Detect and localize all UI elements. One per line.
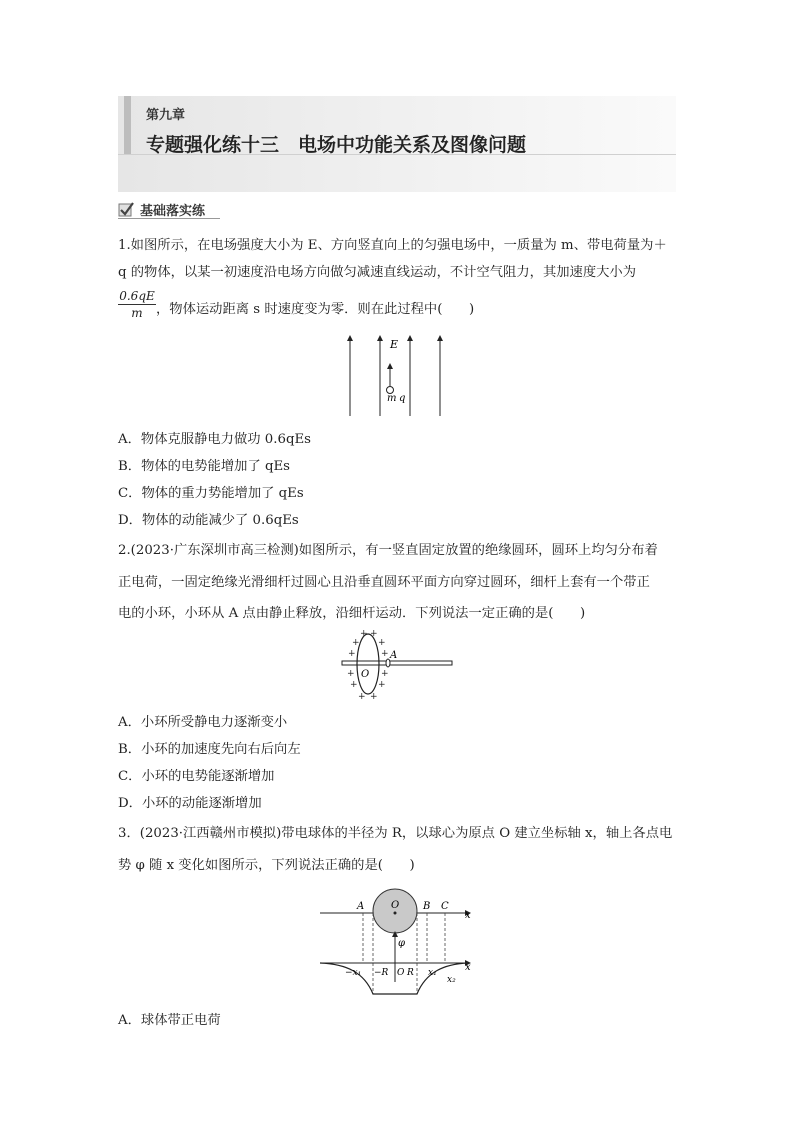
field-label-e: E xyxy=(390,338,399,351)
label-o-top: O xyxy=(391,900,400,911)
q1-line3: ，物体运动距离 s 时速度变为零．则在此过程中( ) xyxy=(156,302,475,317)
fraction-bar xyxy=(118,304,156,305)
charged-sphere xyxy=(373,889,417,933)
label-r: R xyxy=(407,968,414,978)
label-phi: φ xyxy=(398,938,406,949)
q2-line2: 正电荷，一固定绝缘光滑细杆过圆心且沿垂直圆环平面方向穿过圆环，细杆上套有一个带正 xyxy=(118,575,650,590)
q1-fraction xyxy=(118,289,156,320)
chapter-label: 第九章 xyxy=(146,108,186,123)
plus-sign: + xyxy=(370,692,378,702)
checkbox-icon xyxy=(118,201,134,217)
q3-line1: 3．(2023·江西赣州市模拟)带电球体的半径为 R，以球心为原点 O 建立坐标轴 x，轴上各点电 xyxy=(118,826,673,841)
charge-label: q xyxy=(399,393,406,404)
plus-sign: + xyxy=(378,638,386,648)
label-neg-r: −R xyxy=(374,968,389,978)
plus-sign: + xyxy=(378,680,386,690)
plus-sign: + xyxy=(360,629,368,639)
q1-option-b[interactable]: B．物体的电势能增加了 qEs xyxy=(118,459,291,474)
q2-option-a[interactable]: A．小环所受静电力逐渐变小 xyxy=(118,715,288,730)
fraction-denominator: m xyxy=(131,306,143,320)
q1-option-d[interactable]: D．物体的动能减少了 0.6qEs xyxy=(118,513,299,528)
plus-sign: + xyxy=(370,629,378,639)
label-x-top: x xyxy=(465,910,471,921)
fraction-numerator: 0.6qE xyxy=(119,289,155,303)
q2-option-c[interactable]: C．小环的电势能逐渐增加 xyxy=(118,769,275,784)
section-label: 基础落实练 xyxy=(140,203,206,219)
q2-line3: 电的小环，小环从 A 点由静止释放，沿细杆运动．下列说法一定正确的是( ) xyxy=(118,606,586,621)
q2-line1: 2.(2023·广东深圳市高三检测)如图所示，有一竖直固定放置的绝缘圆环，圆环上均匀分布着 xyxy=(118,543,658,558)
section-heading xyxy=(118,198,205,220)
q3-line2: 势 φ 随 x 变化如图所示，下列说法正确的是( ) xyxy=(118,858,415,873)
chapter-header xyxy=(118,96,676,192)
potential-curve xyxy=(320,963,468,994)
plus-sign: + xyxy=(352,638,360,648)
q3-option-a[interactable]: A．球体带正电荷 xyxy=(118,1013,221,1028)
mass-label: m xyxy=(387,393,397,404)
insulating-rod xyxy=(342,661,452,665)
plus-sign: + xyxy=(381,649,389,659)
q1-line2: q 的物体，以某一初速度沿电场方向做匀减速直线运动，不计空气阻力，其加速度大小为 xyxy=(118,265,637,280)
plus-sign: + xyxy=(381,669,389,679)
center-o-label: O xyxy=(361,669,370,680)
label-x1: x₁ xyxy=(428,968,437,978)
plus-sign: + xyxy=(350,680,358,690)
label-neg-x1: −x₁ xyxy=(345,968,362,978)
plus-sign: + xyxy=(358,692,366,702)
label-a: A xyxy=(357,901,365,912)
page-title: 专题强化练十三 电场中功能关系及图像问题 xyxy=(146,134,527,156)
label-x2: x₂ xyxy=(447,975,456,985)
q3-potential-figure xyxy=(316,886,476,998)
q1-option-c[interactable]: C．物体的重力势能增加了 qEs xyxy=(118,486,304,501)
point-a-label: A xyxy=(390,650,398,661)
q2-option-d[interactable]: D．小环的动能逐渐增加 xyxy=(118,796,262,811)
q1-field-figure xyxy=(340,334,450,420)
label-c: C xyxy=(441,901,449,912)
label-x-bottom: x xyxy=(465,962,471,973)
header-accent-bar xyxy=(124,96,131,154)
q1-line1: 1.如图所示，在电场强度大小为 E、方向竖直向上的匀强电场中，一质量为 m、带电荷量为＋ xyxy=(118,238,667,253)
q2-ring-figure xyxy=(338,628,456,702)
sphere-center xyxy=(394,912,397,915)
q1-option-a[interactable]: A．物体克服静电力做功 0.6qEs xyxy=(118,432,311,447)
label-o-bottom: O xyxy=(397,968,405,978)
q2-option-b[interactable]: B．小环的加速度先向右后向左 xyxy=(118,742,301,757)
section-underline xyxy=(118,218,220,219)
plus-sign: + xyxy=(348,649,356,659)
label-b: B xyxy=(423,901,431,912)
plus-sign: + xyxy=(347,669,355,679)
